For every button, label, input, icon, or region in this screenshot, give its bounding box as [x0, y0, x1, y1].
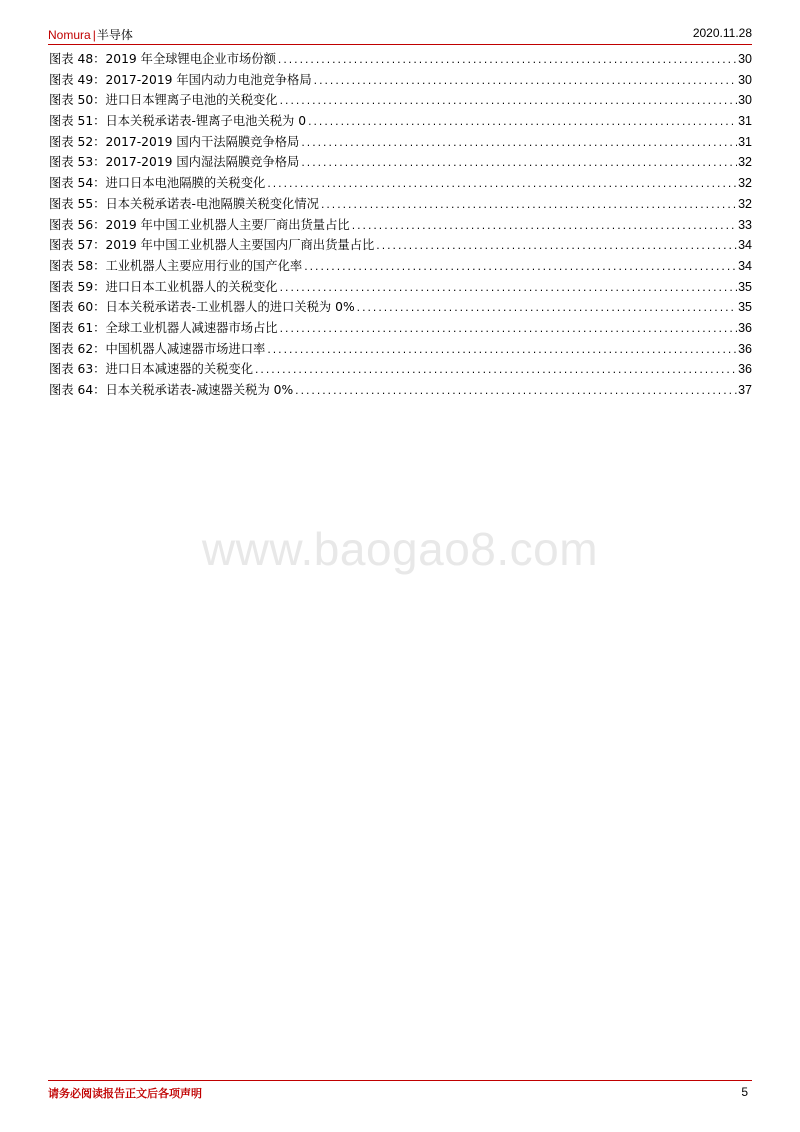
toc-entry-page: 30	[738, 93, 752, 108]
toc-entry-label: 图表 58：工业机器人主要应用行业的国产化率	[49, 258, 303, 273]
toc-entry[interactable]	[49, 380, 752, 401]
toc-entry-page: 32	[738, 176, 752, 191]
toc-entry-label: 图表 49：2017-2019 年国内动力电池竞争格局	[49, 72, 312, 87]
toc-entry-label: 图表 50：进口日本锂离子电池的关税变化	[49, 93, 278, 108]
toc-entry[interactable]	[49, 90, 752, 111]
toc-entry-page: 37	[738, 383, 752, 397]
footer-divider	[48, 1080, 752, 1081]
toc-dot-leader	[356, 304, 737, 314]
figure-list	[49, 49, 752, 401]
toc-entry[interactable]	[49, 318, 752, 339]
toc-entry[interactable]	[49, 277, 752, 298]
toc-entry-label: 图表 62：中国机器人减速器市场进口率	[49, 341, 266, 356]
toc-dot-leader	[300, 139, 737, 149]
report-date: 2020.11.28	[692, 26, 752, 40]
toc-dot-leader	[303, 263, 737, 273]
toc-dot-leader	[254, 366, 737, 376]
toc-entry-label: 图表 56：2019 年中国工业机器人主要厂商出货量占比	[49, 217, 350, 232]
toc-entry-page: 36	[738, 341, 752, 356]
brand-separator: |	[92, 28, 96, 42]
toc-dot-leader	[294, 387, 737, 397]
toc-dot-leader	[313, 77, 737, 87]
watermark: www.baogao8.com	[201, 523, 599, 575]
toc-entry-page: 32	[738, 196, 752, 211]
toc-entry-label: 图表 59：进口日本工业机器人的关税变化	[49, 279, 278, 294]
toc-dot-leader	[279, 97, 737, 107]
toc-entry[interactable]	[49, 339, 752, 360]
toc-entry[interactable]	[49, 49, 752, 70]
toc-dot-leader	[320, 201, 737, 211]
toc-entry[interactable]	[49, 152, 752, 173]
section-name: 半导体	[96, 28, 133, 42]
toc-entry-label: 图表 61：全球工业机器人减速器市场占比	[49, 320, 278, 335]
toc-entry[interactable]	[49, 111, 752, 132]
toc-dot-leader	[279, 325, 737, 335]
toc-entry-page: 30	[738, 52, 752, 66]
toc-entry-page: 30	[738, 72, 752, 87]
toc-dot-leader	[300, 159, 737, 169]
toc-dot-leader	[307, 118, 737, 128]
toc-entry-page: 35	[738, 279, 752, 294]
toc-entry-label: 图表 60：日本关税承诺表-工业机器人的进口关税为 0%	[49, 300, 355, 315]
toc-entry-page: 31	[738, 134, 752, 149]
toc-entry-label: 图表 64：日本关税承诺表-减速器关税为 0%	[49, 383, 294, 397]
brand	[48, 26, 133, 43]
toc-entry[interactable]	[49, 359, 752, 380]
toc-entry[interactable]	[49, 70, 752, 91]
toc-dot-leader	[351, 222, 737, 232]
toc-entry[interactable]	[49, 194, 752, 215]
toc-entry-page: 36	[738, 320, 752, 335]
brand-name: Nomura	[48, 28, 91, 42]
header-divider	[48, 44, 752, 45]
toc-entry-page: 34	[738, 238, 752, 253]
toc-entry-page: 34	[738, 258, 752, 273]
toc-entry[interactable]	[49, 297, 752, 318]
toc-dot-leader	[277, 56, 737, 66]
toc-entry[interactable]	[49, 173, 752, 194]
toc-entry-label: 图表 53：2017-2019 国内湿法隔膜竞争格局	[49, 155, 300, 170]
toc-entry[interactable]	[49, 132, 752, 153]
page-header	[48, 26, 752, 46]
toc-entry-label: 图表 52：2017-2019 国内干法隔膜竞争格局	[49, 134, 300, 149]
toc-entry-page: 36	[738, 362, 752, 377]
toc-entry-label: 图表 57：2019 年中国工业机器人主要国内厂商出货量占比	[49, 238, 375, 253]
toc-entry-page: 35	[738, 300, 752, 315]
toc-entry-label: 图表 55：日本关税承诺表-电池隔膜关税变化情况	[49, 196, 319, 211]
toc-dot-leader	[375, 242, 737, 252]
toc-entry-page: 31	[738, 114, 752, 129]
footer-disclaimer: 请务必阅读报告正文后各项声明	[48, 1087, 202, 1100]
toc-entry[interactable]	[49, 256, 752, 277]
toc-dot-leader	[266, 346, 737, 356]
toc-entry[interactable]	[49, 235, 752, 256]
toc-entry-label: 图表 48：2019 年全球锂电企业市场份额	[49, 52, 276, 66]
page-number: 5	[741, 1085, 748, 1099]
toc-entry-label: 图表 51：日本关税承诺表-锂离子电池关税为 0	[49, 114, 307, 129]
toc-entry-page: 32	[738, 155, 752, 170]
toc-entry-page: 33	[738, 217, 752, 232]
toc-dot-leader	[266, 180, 737, 190]
toc-entry-label: 图表 54：进口日本电池隔膜的关税变化	[49, 176, 266, 191]
toc-dot-leader	[279, 284, 737, 294]
toc-entry[interactable]	[49, 215, 752, 236]
toc-entry-label: 图表 63：进口日本减速器的关税变化	[49, 362, 254, 377]
